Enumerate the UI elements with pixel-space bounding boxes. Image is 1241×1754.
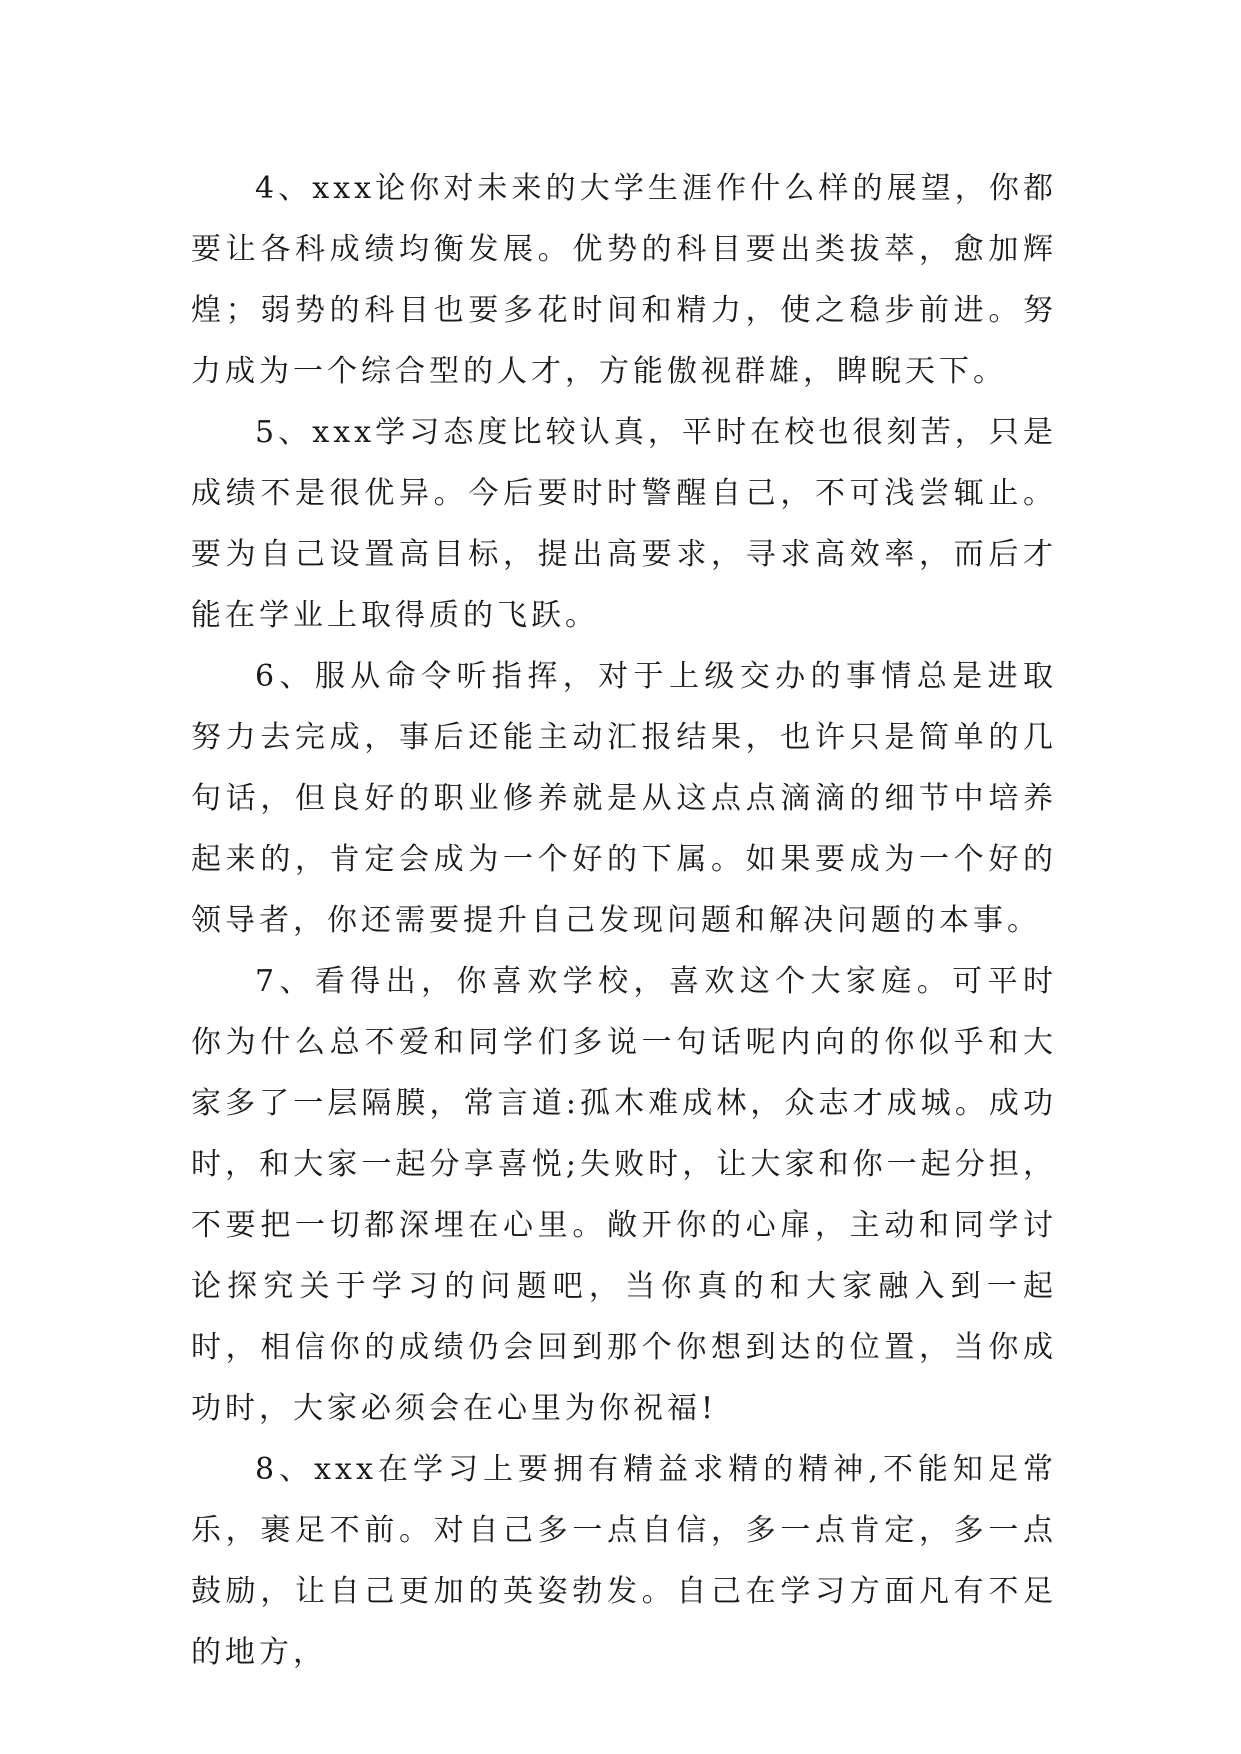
- paragraph-4: 4、xxx论你对未来的大学生涯作什么样的展望，你都要让各科成绩均衡发展。优势的科目要出类拔萃，愈加辉煌；弱势的科目也要多花时间和精力，使之稳步前进。努力成为一个综合型的人才，方能傲视群雄，睥睨天下。: [191, 171, 1057, 389]
- paragraph-7: 7、看得出，你喜欢学校，喜欢这个大家庭。可平时你为什么总不爱和同学们多说一句话呢内向的你似乎和大家多了一层隔膜，常言道:孤木难成林，众志才成城。成功时，和大家一起分享喜悦;失败时，让大家和你一起分担，不要把一切都深埋在心里。敞开你的心扉，主动和同学讨论探究关于学习的问题吧，当你真的和大家融入到一起时，相信你的成绩仍会回到那个你想到达的位置，当你成功时，大家必须会在心里为你祝福!: [191, 964, 1057, 1426]
- document-body: [191, 158, 1057, 1683]
- paragraph-8: 8、xxx在学习上要拥有精益求精的精神,不能知足常乐，裹足不前。对自己多一点自信，多一点肯定，多一点鼓励，让自己更加的英姿勃发。自己在学习方面凡有不足的地方，: [191, 1452, 1057, 1670]
- paragraph-5: 5、xxx学习态度比较认真，平时在校也很刻苦，只是成绩不是很优异。今后要时时警醒自己，不可浅尝辄止。要为自己设置高目标，提出高要求，寻求高效率，而后才能在学业上取得质的飞跃。: [191, 415, 1057, 633]
- paragraph-6: 6、服从命令听指挥，对于上级交办的事情总是进取努力去完成，事后还能主动汇报结果，也许只是简单的几句话，但良好的职业修养就是从这点点滴滴的细节中培养起来的，肯定会成为一个好的下属。如果要成为一个好的领导者，你还需要提升自己发现问题和解决问题的本事。: [191, 659, 1057, 938]
